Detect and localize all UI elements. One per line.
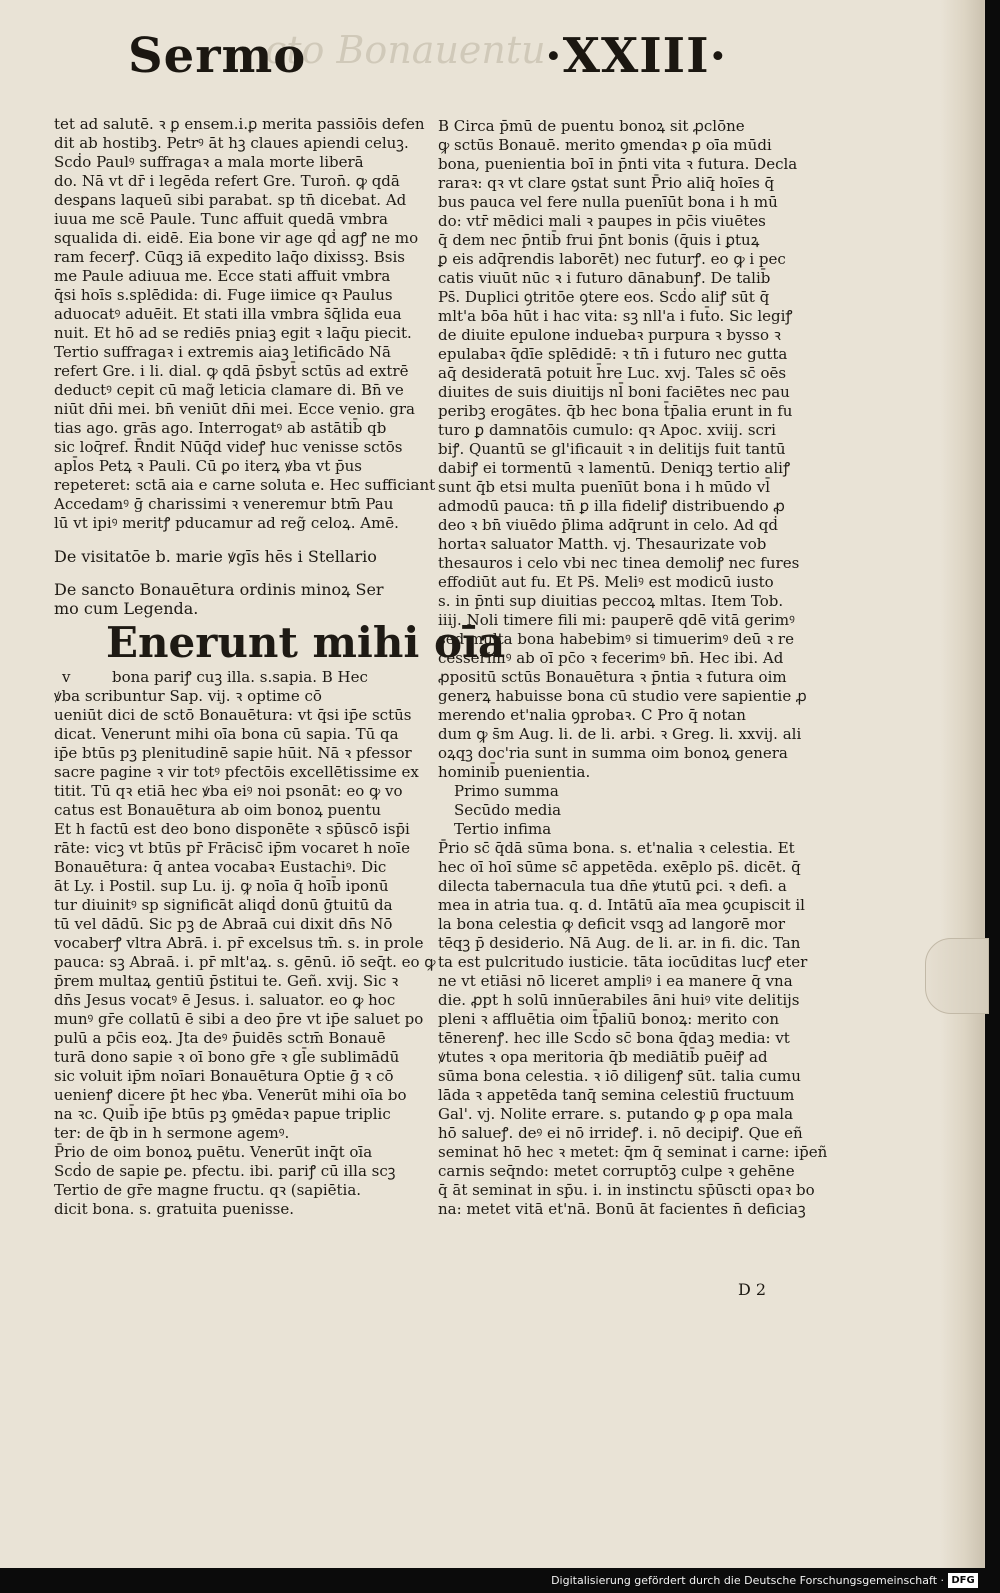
text-line: rāte: vicꝫ vt btūs pr̄ Frācisc̄ ip̄m vocaret h noīe bbox=[54, 839, 410, 857]
text-line: apl̄os Petꝝ ꝛ Pauli. Cū ꝑo iterꝝ ꝟba vt p̄us bbox=[54, 457, 362, 475]
text-line: refert Gre. i li. dial. ꝙ qdā p̄sbyt̄ sctūs ad extrē bbox=[54, 362, 409, 380]
heading-bonaventura: De sancto Bonauētura ordinis minoꝝ Ser bbox=[54, 580, 384, 599]
right-column-text bbox=[438, 117, 807, 782]
text-line: raraꝛ: qꝛ vt clare ꝯstat sunt P̄rio aliq̄ hoīes q̄ bbox=[438, 174, 775, 192]
text-line: sic loq̄ref. R̄ndit Nūq̄d videꝭ huc venisse sctōs bbox=[54, 438, 403, 456]
text-line: hominib̄ puenientia. bbox=[438, 763, 591, 781]
text-line: catis viuūt nūc ꝛ i futuro dānabunꝭ. De talib̄ bbox=[438, 269, 771, 287]
text-line: tēqꝫ p̄ desiderio. Nā Aug. de li. ar. in fi. dic. Tan bbox=[438, 934, 801, 952]
text-line: ip̄e btūs pꝫ plenitudinē sapie hūit. Nā ꝛ pfessor bbox=[54, 744, 412, 762]
text-line: admodū pauca: tn̄ ꝑ illa fideliꝭ distribuendo ꝓ bbox=[438, 497, 785, 515]
text-line: P̄rio sc̄ q̄dā sūma bona. s. et'nalia ꝛ celestia. Et bbox=[438, 839, 795, 857]
text-line: Tertio infima bbox=[454, 820, 552, 838]
text-line: ram fecerꝭ. Cūqꝫ iā expedito laq̄o dixissꝫ. Bsis bbox=[54, 248, 405, 266]
running-head-right: ·XXIII· bbox=[545, 28, 728, 84]
incipit-line-text: bona pariꝭ cuꝫ illa. s.sapia. B Hec bbox=[112, 668, 368, 686]
text-line: Accedamꝰ ḡ charissimi ꝛ veneremur btm̄ Pau bbox=[54, 495, 394, 513]
incipit-initial-letter: v bbox=[62, 668, 71, 686]
footer-bar bbox=[0, 1571, 1000, 1593]
text-line: pleni ꝛ affluētia oim t̄p̄aliū bonoꝝ: merito con bbox=[438, 1010, 780, 1028]
text-line: diuites de suis diuitijs nl̄ boni faciētes nec pau bbox=[438, 383, 790, 401]
text-line: nuit. Et hō ad se rediēs pniaꝫ egit ꝛ laq̄u piecit. bbox=[54, 324, 412, 342]
text-line: deo ꝛ bn̄ viuēdo p̄lima adq̄runt in celo. Ad qḋ bbox=[438, 516, 778, 534]
text-line: q̄ dem nec p̄ntib̄ frui p̄nt bonis (q̄uis i ꝑtuꝝ bbox=[438, 231, 760, 249]
division-list bbox=[438, 782, 798, 839]
text-line: Ps̄. Duplici ꝯtritōe ꝯtere eos. Scḋo aliꝭ sūt q̄ bbox=[438, 288, 770, 306]
text-line: s. in p̄nti sup diuitias peccoꝝ mltas. Item Tob. bbox=[438, 592, 784, 610]
text-line: thesauros i celo vbi nec tinea demoliꝭ nec fures bbox=[438, 554, 800, 572]
text-line: pauca: sꝫ Abraā. i. pr̄ mlt'aꝝ. s. gēnū. iō seq̄t. eo ꝙ bbox=[54, 953, 436, 971]
text-line: p̄rem multaꝝ gentiū p̄stitui te. Geñ. xvij. Sic ꝛ bbox=[54, 972, 399, 990]
text-line: effodiūt aut fu. Et Ps̄. Meliꝰ est modicū iusto bbox=[438, 573, 774, 591]
text-line: Scḋo de sapie ꝑe. pfectu. ibi. pariꝭ cū illa scꝫ bbox=[54, 1162, 396, 1180]
text-line: cesserimꝰ ab oī pc̄o ꝛ fecerimꝰ bn̄. Hec ibi. Ad bbox=[438, 649, 784, 667]
text-line: peribꝫ erogātes. q̄b hec bona t̄p̄alia erunt in fu bbox=[438, 402, 793, 420]
text-line: sic voluit ip̄m noīari Bonauētura Optie ḡ ꝛ cō bbox=[54, 1067, 394, 1085]
right-column-text-continued bbox=[438, 839, 828, 1219]
text-line: Tertio suffragaꝛ i extremis aiaꝫ leti̇ficādo Nā bbox=[54, 343, 391, 361]
text-line: āt Ly. i Postil. sup Lu. ij. ꝙ noīa q̄ hoīb̄ iponū bbox=[54, 877, 389, 895]
text-line: P̄rio de oim bonoꝝ puētu. Venerūt inq̄t oīa bbox=[54, 1143, 373, 1161]
text-line: lū vt ipiꝰ meritꝭ pducamur ad reg̃ celoꝝ. Amē. bbox=[54, 514, 399, 532]
text-line: do. Nā vt dr̄ i legēda refert Gre. Turon̄. ꝙ qdā bbox=[54, 172, 400, 190]
text-line: sed multa bona habebimꝰ si timuerimꝰ deū ꝛ re bbox=[438, 630, 794, 648]
text-line: seminat hō hec ꝛ metet: q̄m q̄ seminat i carne: ip̄eñ bbox=[438, 1143, 828, 1161]
text-line: ter: de q̄b in h sermone agemꝰ. bbox=[54, 1124, 290, 1142]
text-line: iiij. Noli timere fili mi: pauperē qdē vitā gerimꝰ bbox=[438, 611, 795, 629]
text-line: B Circa p̄mū de puentu bonoꝝ sit ꝓclōne bbox=[438, 117, 745, 135]
text-line: mlt'a bōa hūt i hac vita: sꝫ nll'a i fut̄o. Sic legiꝭ bbox=[438, 307, 793, 325]
text-line: die. ꝓpt h solū innūerabiles āni huiꝰ vite delitijs bbox=[438, 991, 800, 1009]
text-line: de diuite epulone induebaꝛ purpura ꝛ bysso ꝛ bbox=[438, 326, 781, 344]
text-line: ueniūt dici de sctō Bonauētura: vt q̄si ip̄e sctūs bbox=[54, 706, 412, 724]
signature-mark: D 2 bbox=[738, 1280, 767, 1299]
text-line: hortaꝛ saluator Matth. vj. Thesaurizate vob bbox=[438, 535, 767, 553]
text-line: me Paule adiuua me. Ecce stati affuit vmbra bbox=[54, 267, 391, 285]
text-line: ꝑ eis adq̄rendis laborēt) nec futurꝭ. eo ꝙ i pec bbox=[438, 250, 786, 268]
text-line: turā dono sapie ꝛ oī bono gr̄e ꝛ gl̄e sublimādū bbox=[54, 1048, 400, 1066]
page-edge bbox=[940, 0, 984, 1568]
right-column bbox=[438, 117, 828, 1219]
running-head-left: Sermo bbox=[128, 28, 307, 84]
text-line: dn̄s Jesus vocatꝰ ē Jesus. i. saluator. eo ꝙ hoc bbox=[54, 991, 396, 1009]
text-line: dit ab hostibꝫ. Petrꝰ āt hꝫ claues apiendi celuꝫ. bbox=[54, 134, 409, 152]
text-line: bona, puenientia boī in p̄nti vita ꝛ futura. Decla bbox=[438, 155, 798, 173]
show-through-text: cto Bonauentu bbox=[265, 28, 546, 72]
text-line: munꝰ gr̄e collatū ē sibi a deo p̄re vt ip̄e saluet po bbox=[54, 1010, 424, 1028]
text-line: dicat. Venerunt mihi oīa bona cū sapia. Tū qa bbox=[54, 725, 399, 743]
text-line: hō salueꝭ. deꝰ ei nō irrideꝭ. i. nō decipiꝭ. Que eñ bbox=[438, 1124, 803, 1142]
footer-credit: Digitalisierung gefördert durch die Deutsche Forschungsgemeinschaft · bbox=[551, 1574, 944, 1587]
text-line: generꝝ habuisse bona cū studio vere sapientie ꝓ bbox=[438, 687, 807, 705]
text-line: hec oī hoī sūme sc̄ appetēda. exēplo ps̄. dicēt. q̄ bbox=[438, 858, 801, 876]
text-line: oꝝqꝫ doc'ria sunt in summa oim bonoꝝ genera bbox=[438, 744, 788, 762]
text-line: tēnerenꝭ. hec ille Scḋo sc̄ bona q̄daꝫ media: vt bbox=[438, 1029, 790, 1047]
text-line: merendo et'nalia ꝯprobaꝛ. C Pro q̄ notan bbox=[438, 706, 746, 724]
text-line: repeteret: sctā aia e carne soluta e. Hec sufficiant bbox=[54, 476, 436, 494]
left-column-text bbox=[54, 115, 436, 533]
text-line: tur diuinitꝰ sp significāt aliqḋ donū ḡtuitū da bbox=[54, 896, 393, 914]
text-line: aduocatꝰ aduēit. Et stati illa vmbra s̄q̄lida eua bbox=[54, 305, 402, 323]
text-line: ꝟtutes ꝛ opa meritoria q̄b mediātib̄ puēiꝭ ad bbox=[438, 1048, 768, 1066]
text-line: q̄si hoīs s.splēdida: di. Fuge iimice qꝛ Paulus bbox=[54, 286, 393, 304]
text-line: la bona celestia ꝙ deficit vsqꝫ ad langorē mor bbox=[438, 915, 786, 933]
text-line: na: metet vitā et'nā. Bonū āt facientes n̄ deficiaꝫ bbox=[438, 1200, 806, 1218]
text-line: Primo summa bbox=[454, 782, 559, 800]
text-line: q̄ āt seminat in sp̄u. i. in instinctu sp̄ūscti opaꝛ bo bbox=[438, 1181, 815, 1199]
text-line: desꝑans laqueū sibi parabat. sp tn̄ dicebat. Ad bbox=[54, 191, 407, 209]
heading-visitation: De visitatōe b. marie ꝟgīs hēs i Stellario bbox=[54, 547, 377, 566]
text-line: squalida di. eidē. Eia bone vir age qḋ agꝭ ne mo bbox=[54, 229, 419, 247]
text-line: tū vel dādū. Sic pꝫ de Abraā cui dixit dn̄s Nō bbox=[54, 915, 393, 933]
left-column-sermon-text bbox=[54, 687, 436, 1219]
text-line: tias ago. grās ago. Interrogatꝰ ab astātib̄ qb bbox=[54, 419, 387, 437]
text-line: ꝙ sctūs Bonauē. merito ꝯmendaꝛ ꝑ oīa mūdi bbox=[438, 136, 772, 154]
text-line: Tertio de gr̄e magne fructu. qꝛ (sapiētia. bbox=[54, 1181, 362, 1199]
text-line: Secūdo media bbox=[454, 801, 562, 819]
text-line: sunt q̄b etsi multa puenīūt bona i h mūdo vl̄ bbox=[438, 478, 770, 496]
text-line: Bonauētura: q̄ antea vocabaꝛ Eustachiꝰ. Dic bbox=[54, 858, 387, 876]
text-line: dabiꝭ ei tormentū ꝛ lamentū. Deniqꝫ tertio aliꝭ bbox=[438, 459, 791, 477]
text-line: turo ꝑ damnatōis cumulo: qꝛ Apoc. xviij. scri bbox=[438, 421, 776, 439]
text-line: dum ꝙ s̄m Aug. li. de li. arbi. ꝛ Greg. li. xxvij. ali bbox=[438, 725, 802, 743]
text-line: vocaberꝭ vltra Abrā. i. pr̄ excelsus tm̄. s. in prole bbox=[54, 934, 424, 952]
text-line: sūma bona celestia. ꝛ iō diligenꝭ sūt. talia cumu bbox=[438, 1067, 801, 1085]
text-line: aq̄ desideratā potuit h̄re Luc. xvj. Tales sc̄ oēs bbox=[438, 364, 787, 382]
text-line: catus est Bonauētura ab oim bonoꝝ puentu bbox=[54, 801, 382, 819]
text-line: Et h factū est deo bono disponēte ꝛ sp̄ūscō isp̄i bbox=[54, 820, 410, 838]
text-line: pulū a pc̄is eoꝝ. Jta deꝰ p̄uidēs sctm̄ Bonauē bbox=[54, 1029, 386, 1047]
text-line: ta est pulcritudo iusticie. tāta iocūditas lucꝭ eter bbox=[438, 953, 808, 971]
text-line: Gal'. vj. Nolite errare. s. putando ꝙ ꝑ opa mala bbox=[438, 1105, 794, 1123]
text-line: tet ad salutē. ꝛ ꝑ ensem.i.ꝑ merita passiōis defen bbox=[54, 115, 425, 133]
text-line: carnis seq̄ndo: metet corruptōꝫ culpe ꝛ gehēne bbox=[438, 1162, 795, 1180]
text-line: na ꝛc. Quib̄ ip̄e btūs pꝫ ꝯmēdaꝛ papue triplic bbox=[54, 1105, 391, 1123]
text-line: deductꝰ cepit cū mag̃ leticia clamare di. Bn̄ ve bbox=[54, 381, 404, 399]
text-line: dicit bona. s. gratuita puenisse. bbox=[54, 1200, 294, 1218]
text-line: iuua me scē Paule. Tunc affuit quedā vmbra bbox=[54, 210, 388, 228]
text-line: epulabaꝛ q̄dīe splēdidē: ꝛ tn̄ i futuro nec gutta bbox=[438, 345, 788, 363]
text-line: biꝭ. Quantū se gl'ificauit ꝛ in delitijs fuit tantū bbox=[438, 440, 786, 458]
text-line: do: vtr̄ mēdici mali ꝛ paupes in pc̄is viuētes bbox=[438, 212, 766, 230]
heading-bonaventura-cont: mo cum Legenda. bbox=[54, 599, 199, 618]
text-line: Scḋo Paulꝰ suffragaꝛ a mala morte liberā bbox=[54, 153, 364, 171]
dfg-logo: DFG bbox=[948, 1573, 978, 1588]
text-line: titit. Tū qꝛ etiā hec ꝟba eiꝰ noi psonāt: eo ꝙ vo bbox=[54, 782, 403, 800]
text-line: mea in atria tua. q. d. Intātū aīa mea ꝯcupiscit il bbox=[438, 896, 805, 914]
incipit: Enerunt mihi oīa bbox=[106, 618, 506, 667]
page-tab bbox=[925, 938, 989, 1014]
text-line: ꝟba scribuntur Sap. vij. ꝛ optime cō bbox=[54, 687, 322, 705]
text-line: lāda ꝛ appetēda tanq̄ semina celestiū fructuum bbox=[438, 1086, 795, 1104]
text-line: ꝓpositū sctūs Bonauētura ꝛ p̄ntia ꝛ futura oim bbox=[438, 668, 787, 686]
text-line: sacre pagine ꝛ vir totꝰ pfectōis excellētissime ex bbox=[54, 763, 419, 781]
incipit-line bbox=[54, 668, 412, 687]
text-line: niūt dn̄i mei. bn̄ veniūt dn̄i mei. Ecce venio. gra bbox=[54, 400, 415, 418]
text-line: ne vt etiāsi nō liceret ampliꝰ i ea manere q̄ vna bbox=[438, 972, 793, 990]
text-line: dilecta tabernacula tua dn̄e ꝟtutū ꝑci. ꝛ defi. a bbox=[438, 877, 787, 895]
text-line: bus pauca vel fere nulla puenīūt bona i h mū bbox=[438, 193, 778, 211]
text-line: uenienꝭ dicere p̄t hec ꝟba. Venerūt mihi oīa bo bbox=[54, 1086, 407, 1104]
